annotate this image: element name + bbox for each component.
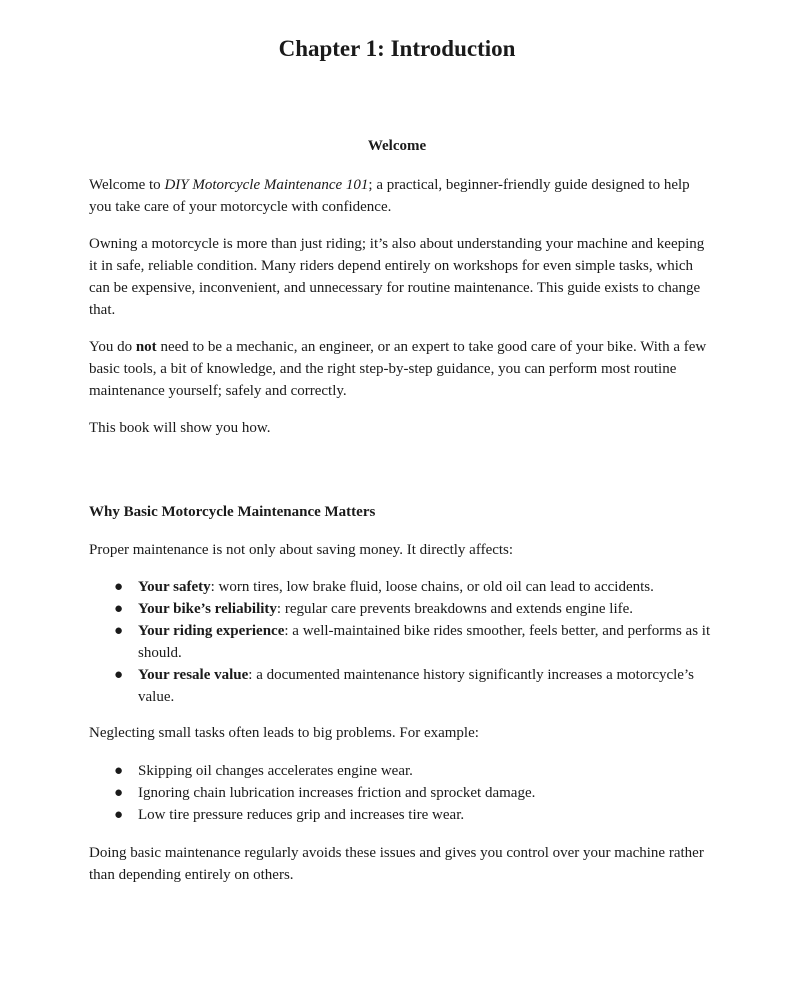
list-item (89, 664, 714, 708)
list-item-text: : worn tires, low brake fluid, loose chains, or old oil can lead to accidents. (210, 579, 654, 595)
list-item-label: Your resale value (138, 667, 249, 683)
bullet-icon: ● (114, 623, 124, 639)
list-item-text: : a well-maintained bike rides smoother, feels better, and performs as it should. (138, 623, 711, 661)
list-item (89, 598, 714, 620)
closing-paragraph: Doing basic maintenance regularly avoids these issues and gives you control over your machine rather than depending entirely on others. (89, 845, 704, 883)
welcome-p3-before: You do (89, 339, 136, 355)
welcome-paragraph-2: Owning a motorcycle is more than just riding; it’s also about understanding your machine and keeping it in safe, reliable condition. Many riders depend entirely on workshops for even simple tasks, which can be expensive, inconvenient, and unnecessary for routine maintenance. This guide exists to change that. (89, 236, 705, 318)
list-item-label: Your riding experience (138, 623, 285, 639)
list-item (89, 782, 714, 804)
welcome-heading: Welcome (367, 138, 427, 154)
welcome-paragraph-1 (89, 174, 714, 218)
list-item-text: Low tire pressure reduces grip and increases tire wear. (138, 807, 465, 823)
list-item (89, 760, 714, 782)
list-item-text: Skipping oil changes accelerates engine wear. (138, 763, 413, 779)
list-item-text: : regular care prevents breakdowns and extends engine life. (276, 601, 634, 617)
list-item-label: Your safety (138, 579, 211, 595)
welcome-p1-after: ; a practical, beginner-friendly guide designed to help you take care of your motorcycle with confidence. (89, 177, 690, 215)
bullet-icon: ● (114, 667, 124, 683)
emphasis-not: not (135, 339, 157, 355)
bullet-icon: ● (114, 601, 124, 617)
list-item-text: Ignoring chain lubrication increases friction and sprocket damage. (138, 785, 536, 801)
book-title: DIY Motorcycle Maintenance 101 (164, 177, 369, 193)
list-item (89, 620, 714, 664)
why-heading: Why Basic Motorcycle Maintenance Matters (89, 504, 376, 520)
why-intro: Proper maintenance is not only about saving money. It directly affects: (89, 542, 514, 558)
chapter-title: Chapter 1: Introduction (278, 36, 516, 61)
bullet-icon: ● (114, 807, 124, 823)
neglect-intro: Neglecting small tasks often leads to big problems. For example: (89, 725, 479, 741)
welcome-paragraph-3 (89, 336, 714, 402)
effects-list (89, 576, 714, 708)
list-item (89, 804, 714, 826)
examples-list (89, 760, 714, 826)
welcome-p3-after: need to be a mechanic, an engineer, or an expert to take good care of your bike. With a few basic tools, a bit of knowledge, and the right step-by-step guidance, you can perform most routine maintenance yourself; safely and correctly. (89, 339, 707, 399)
bullet-icon: ● (114, 763, 124, 779)
list-item-label: Your bike’s reliability (138, 601, 277, 617)
bullet-icon: ● (114, 785, 124, 801)
list-item (89, 576, 714, 598)
bullet-icon: ● (114, 579, 124, 595)
list-item-text: : a documented maintenance history significantly increases a motorcycle’s value. (138, 667, 694, 705)
welcome-paragraph-4: This book will show you how. (89, 420, 271, 436)
welcome-p1-before: Welcome to (89, 177, 165, 193)
